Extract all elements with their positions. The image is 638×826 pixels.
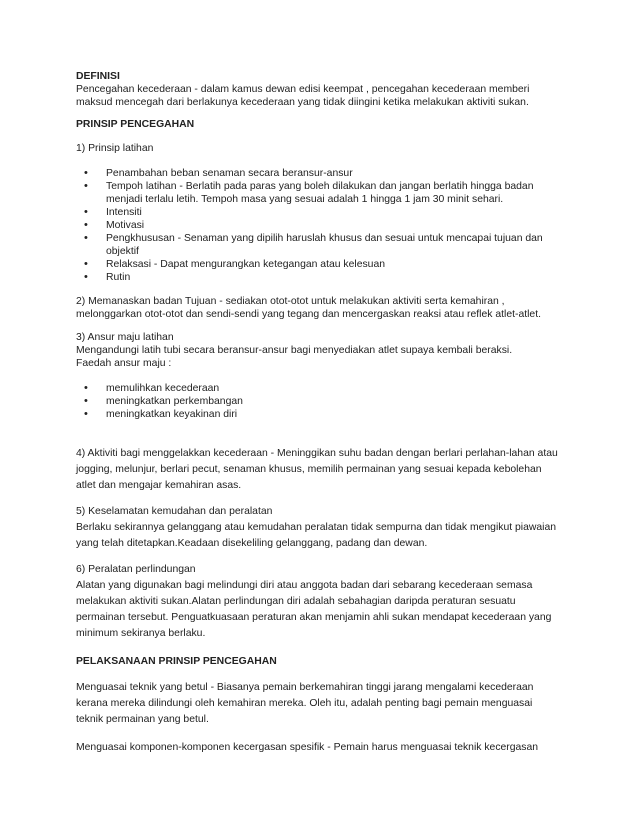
paragraph-line: teknik permainan yang betul. (76, 714, 209, 725)
definisi-line: maksud mencegah dari berlakunya kecederaan yang tidak diingini ketika melakukan aktiviti sukan. (76, 97, 529, 108)
faedah-list (76, 382, 576, 421)
definisi-section (76, 70, 576, 109)
peralatan-title: 6) Peralatan perlindungan (76, 564, 196, 575)
definisi-heading: DEFINISI (76, 71, 120, 82)
paragraph-line: atlet dan mengajar kemahiran asas. (76, 480, 242, 491)
list-item-continuation: menjadi terlalu letih. Tempoh masa yang sesuai adalah 1 hingga 1 jam 30 minit sehari. (106, 194, 504, 205)
ansur-maju-title: 3) Ansur maju latihan (76, 332, 174, 343)
list-item: • Rutin (106, 271, 576, 284)
kecergasan-paragraph (76, 740, 576, 756)
list-item: • Relaksasi - Dapat mengurangkan ketegangan atau kelesuan (106, 258, 576, 271)
paragraph-line: Menguasai teknik yang betul - Biasanya pemain berkemahiran tinggi jarang mengalami kecederaan (76, 682, 534, 693)
list-item: • meningkatkan keyakinan diri (106, 408, 576, 421)
list-item: • Pengkhususan - Senaman yang dipilih haruslah khusus dan sesuai untuk mencapai tujuan dan (106, 232, 576, 245)
list-item: • Motivasi (106, 219, 576, 232)
paragraph-line: Faedah ansur maju : (76, 358, 172, 369)
document-page (76, 70, 576, 756)
paragraph-line: Berlaku sekirannya gelanggang atau kemudahan peralatan tidak sempurna dan tidak mengikut piawaian (76, 522, 557, 533)
paragraph-line: Menguasai komponen-komponen kecergasan spesifik - Pemain harus menguasai teknik kecergasan (76, 742, 539, 753)
prinsip-section (76, 118, 576, 642)
paragraph-line: minimum sekiranya berlaku. (76, 628, 206, 639)
paragraph-line: 2) Memanaskan badan Tujuan - sediakan otot-otot untuk melakukan aktiviti serta kemahiran , (76, 296, 505, 307)
list-item: • Intensiti (106, 206, 576, 219)
prinsip-latihan-title: 1) Prinsip latihan (76, 143, 154, 154)
prinsip-heading: PRINSIP PENCEGAHAN (76, 119, 195, 130)
prinsip-latihan-list (76, 167, 576, 284)
paragraph-line: Mengandungi latih tubi secara beransur-ansur bagi menyediakan atlet supaya kembali beraksi. (76, 345, 513, 356)
aktiviti-paragraph (76, 446, 576, 494)
list-item-continuation: objektif (106, 246, 139, 257)
list-item: • meningkatkan perkembangan (106, 395, 576, 408)
list-item: • Tempoh latihan - Berlatih pada paras yang boleh dilakukan dan jangan berlatih hingga badan (106, 180, 576, 193)
paragraph-line: permainan tersebut. Penguatkuasaan peraturan akan menjamin ahli sukan mendapat kecederaan yang (76, 612, 552, 623)
peralatan-paragraph (76, 562, 576, 642)
paragraph-line: melonggarkan otot-otot dan sendi-sendi yang tegang dan mencergaskan reaksi atau reflek atlet-atlet. (76, 309, 541, 320)
paragraph-line: jogging, melunjur, berlari pecut, senaman khusus, memilih permainan yang sesuai kepada kebolehan (76, 464, 542, 475)
pelaksanaan-section (76, 655, 576, 756)
memanaskan-badan-paragraph (76, 295, 576, 321)
teknik-paragraph (76, 680, 576, 728)
paragraph-line: yang telah ditetapkan.Keadaan disekeliling gelanggang, padang dan dewan. (76, 538, 428, 549)
paragraph-line: Alatan yang digunakan bagi melindungi diri atau anggota badan dari sebarang kecederaan semasa (76, 580, 533, 591)
keselamatan-paragraph (76, 504, 576, 552)
list-item: • Penambahan beban senaman secara beransur-ansur (106, 167, 576, 180)
paragraph-line: 4) Aktiviti bagi menggelakkan kecederaan - Meninggikan suhu badan dengan berlari perlahan-lahan atau (76, 448, 558, 459)
ansur-maju-paragraph (76, 331, 576, 370)
keselamatan-title: 5) Keselamatan kemudahan dan peralatan (76, 506, 273, 517)
paragraph-line: melakukan aktiviti sukan.Alatan perlindungan diri adalah sebahagian daripda peraturan sesuatu (76, 596, 516, 607)
list-item: • memulihkan kecederaan (106, 382, 576, 395)
definisi-line: Pencegahan kecederaan - dalam kamus dewan edisi keempat , pencegahan kecederaan memberi (76, 84, 530, 95)
paragraph-line: kerana mereka dilindungi oleh kemahiran mereka. Oleh itu, adalah penting bagi pemain menguasai (76, 698, 533, 709)
pelaksanaan-heading: PELAKSANAAN PRINSIP PENCEGAHAN (76, 656, 277, 667)
